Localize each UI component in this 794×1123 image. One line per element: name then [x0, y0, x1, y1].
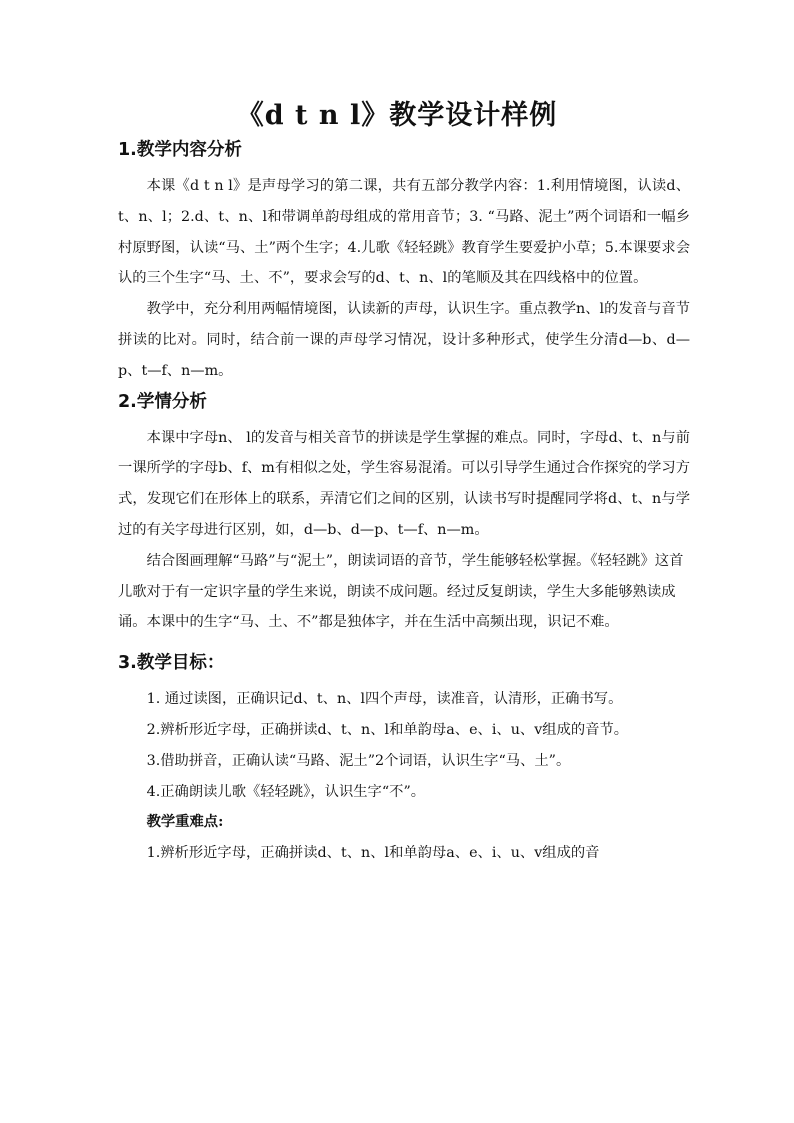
paragraph: 本课中字母n、 l的发音与相关音节的拼读是学生掌握的难点。同时，字母d、t、n与前一课所学的字母b、f、m有相似之处，学生容易混淆。可以引导学生通过合作探究的学习方式，发现它们在形体上的联系，弄清它们之间的区别，认读书写时提醒同学将d、t、n与学过的有关字母进行区别，如，d—b、d—p、t—f、n—m。 [118, 429, 690, 538]
paragraph: 本课《d t n l》是声母学习的第二课，共有五部分教学内容：1.利用情境图，认读d、t、n、l；2.d、t、n、l和带调单韵母组成的常用音节；3. “马路、泥土”两个词语和一幅乡村原野图，认读“马、土”两个生字；4.儿歌《轻轻跳》教育学生要爱护小草；5.本课要求会认的三个生字“马、土、不”，要求会写的d、t、n、l的笔顺及其在四线格中的位置。 [118, 178, 690, 287]
goal-item: 1. 通过读图，正确识记d、t、n、l四个声母，读准音，认清形，正确书写。 [146, 691, 623, 708]
paragraph: 教学中，充分利用两幅情境图，认读新的声母，认识生字。重点教学n、l的发音与音节拼读的比对。同时，结合前一课的声母学习情况，设计多种形式，使学生分清d—b、d—p、t—f、n—m。 [118, 301, 690, 379]
section-teaching-goals [118, 648, 690, 869]
section-learner-analysis [118, 387, 690, 639]
paragraph: 结合图画理解“马路”与“泥土”，朗读词语的音节，学生能够轻松掌握。《轻轻跳》这首儿歌对于有一定识字量的学生来说，朗读不成问题。经过反复朗读，学生大多能够熟读成诵。本课中的生字“马、土、不”都是独体字，并在生活中高频出现，识记不难。 [118, 552, 684, 631]
section-heading: 3.教学目标： [118, 653, 225, 674]
goal-item: 2.辨析形近字母，正确拼读d、t、n、l和单韵母a、e、i、u、v组成的音节。 [146, 721, 629, 738]
document-body [118, 135, 690, 869]
section-heading: 1.教学内容分析 [118, 140, 242, 160]
document-title: 《d t n l》教学设计样例 [236, 100, 558, 131]
section-heading: 2.学情分析 [118, 391, 207, 412]
goal-item: 3.借助拼音，正确认读“马路、泥土”2个词语，认识生字“马、土”。 [146, 752, 571, 769]
section-content-analysis [118, 135, 690, 387]
key-point-item: 1.辨析形近字母，正确拼读d、t、n、l和单韵母a、e、i、u、v组成的音 [146, 845, 600, 862]
key-points-subheading: 教学重难点: [146, 814, 224, 831]
goal-item: 4.正确朗读儿歌《轻轻跳》，认识生字“不”。 [146, 783, 426, 800]
